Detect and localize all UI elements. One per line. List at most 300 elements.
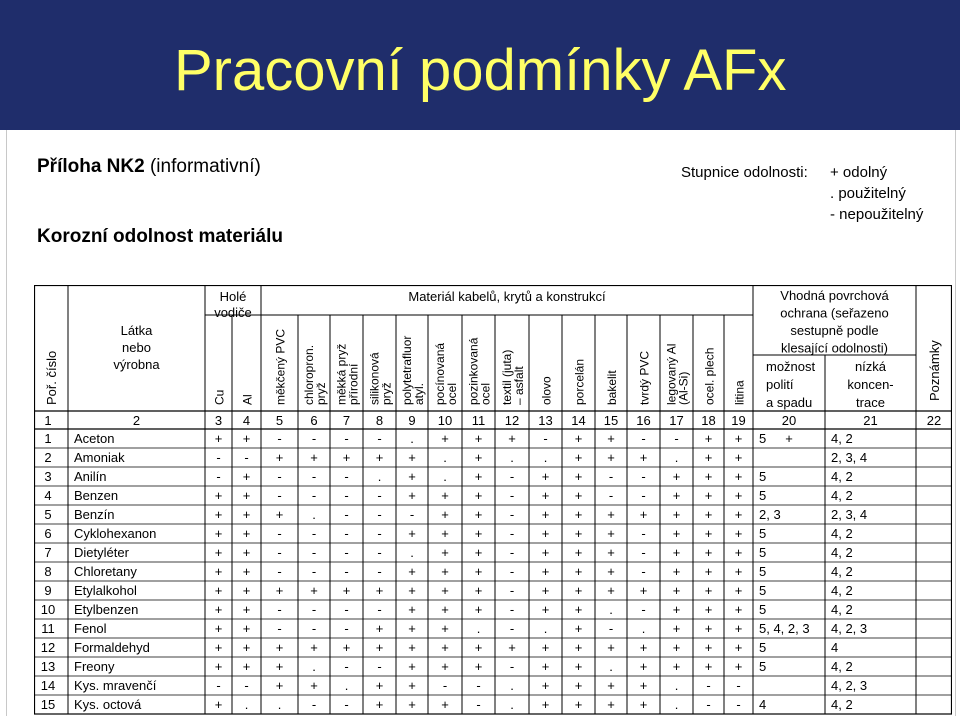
rating-mark: + <box>214 697 223 712</box>
rating-mark: + <box>734 640 743 655</box>
rating-mark: + <box>672 659 681 674</box>
rating-mark: + <box>734 469 743 484</box>
rating-mark: - <box>216 450 221 465</box>
rating-mark: - <box>736 697 741 712</box>
rating-mark: + <box>214 583 223 598</box>
rating-mark: + <box>734 431 743 446</box>
rating-mark: - <box>277 469 282 484</box>
column-header-10: ocel <box>478 382 493 405</box>
column-number: 3 <box>214 413 223 428</box>
column-header-8: polytetrafluor <box>400 335 414 405</box>
rating-mark: + <box>541 469 550 484</box>
rating-mark: - <box>344 697 349 712</box>
rating-mark: + <box>441 659 449 674</box>
rating-mark: . <box>543 621 548 636</box>
slide-body <box>6 130 956 716</box>
rating-mark: . <box>244 697 249 712</box>
rating-mark: + <box>734 659 743 674</box>
rating-mark: + <box>375 621 384 636</box>
rating-mark: + <box>441 488 449 503</box>
row-lowconc-protection: 4, 2 <box>831 602 853 617</box>
rating-mark: + <box>310 583 318 598</box>
rating-mark: + <box>242 545 251 560</box>
rating-mark: + <box>541 545 550 560</box>
scale-item-unusable: - nepoužitelný <box>830 206 924 223</box>
rating-mark: . <box>476 621 481 636</box>
rating-mark: + <box>607 431 615 446</box>
rating-mark: . <box>443 450 447 465</box>
rating-mark: + <box>704 450 713 465</box>
group-header-bare: Holé <box>219 289 247 304</box>
rating-mark: + <box>408 450 416 465</box>
row-spill-protection: 5 <box>759 640 767 655</box>
column-number: 6 <box>310 413 318 428</box>
rating-mark: + <box>214 545 223 560</box>
column-header-17: ocel. plech <box>702 347 717 405</box>
rating-mark: . <box>277 697 282 712</box>
rating-mark: - <box>509 583 515 598</box>
rating-mark: - <box>311 488 317 503</box>
rating-mark: - <box>641 564 646 579</box>
rating-mark: - <box>344 431 349 446</box>
rating-mark: . <box>312 507 316 522</box>
rating-mark: - <box>311 697 317 712</box>
rating-mark: + <box>672 545 681 560</box>
rating-mark: . <box>674 697 679 712</box>
column-header-16: (Al-Si) <box>676 371 691 405</box>
rating-mark: - <box>608 488 614 503</box>
row-number: 7 <box>44 545 52 560</box>
rating-mark: + <box>672 469 681 484</box>
rating-mark: + <box>441 526 449 541</box>
rating-mark: + <box>607 545 615 560</box>
rating-mark: + <box>408 526 416 541</box>
row-substance: Etylalkohol <box>74 583 137 598</box>
rating-mark: + <box>574 697 583 712</box>
rating-mark: + <box>214 602 223 617</box>
column-number: 2 <box>132 413 141 428</box>
scale-row <box>681 162 888 183</box>
rating-mark: + <box>607 583 615 598</box>
column-header-15: tvrdý PVC <box>637 350 652 405</box>
rating-mark: - <box>277 621 282 636</box>
row-substance: Amoniak <box>74 450 125 465</box>
column-header-no: Poř. číslo <box>44 350 59 405</box>
rating-mark: - <box>277 564 282 579</box>
rating-mark: . <box>609 602 613 617</box>
row-number: 4 <box>44 488 52 503</box>
rating-mark: + <box>734 545 743 560</box>
row-number: 10 <box>40 602 56 617</box>
rating-mark: - <box>476 697 481 712</box>
row-substance: Dietyléter <box>74 545 129 560</box>
rating-mark: - <box>377 602 382 617</box>
rating-mark: - <box>311 545 317 560</box>
column-header-lowconc: koncen- <box>847 377 894 392</box>
row-spill-protection: 5 <box>759 526 767 541</box>
rating-mark: + <box>639 697 648 712</box>
column-number: 4 <box>242 413 251 428</box>
rating-mark: + <box>672 507 681 522</box>
rating-mark: + <box>441 697 449 712</box>
column-header-8: atyl. <box>412 382 426 405</box>
rating-mark: + <box>508 640 516 655</box>
rating-mark: + <box>408 678 416 693</box>
rating-mark: - <box>706 697 711 712</box>
rating-mark: + <box>342 583 351 598</box>
column-header-5: pryž <box>314 382 328 405</box>
rating-mark: + <box>541 564 550 579</box>
rating-mark: + <box>574 640 583 655</box>
rating-mark: - <box>311 564 317 579</box>
column-header-18: litina <box>732 380 747 405</box>
rating-mark: + <box>441 431 449 446</box>
rating-mark: + <box>704 640 713 655</box>
rating-mark: + <box>242 564 251 579</box>
group-header-materials: Materiál kabelů, krytů a konstrukcí <box>408 289 606 304</box>
rating-mark: + <box>607 640 615 655</box>
row-substance: Kys. mravenčí <box>74 678 157 693</box>
rating-mark: - <box>277 545 282 560</box>
rating-mark: + <box>607 564 615 579</box>
row-substance: Freony <box>74 659 115 674</box>
rating-mark: . <box>312 659 316 674</box>
rating-mark: - <box>311 602 317 617</box>
rating-mark: + <box>441 545 449 560</box>
rating-mark: + <box>242 583 251 598</box>
rating-mark: + <box>574 678 583 693</box>
annex-heading <box>37 156 261 178</box>
column-number: 13 <box>538 413 553 428</box>
row-number: 13 <box>40 659 56 674</box>
column-number: 19 <box>731 413 746 428</box>
rating-mark: + <box>607 526 615 541</box>
rating-mark: - <box>641 602 646 617</box>
rating-mark: - <box>509 526 515 541</box>
rating-mark: + <box>474 469 483 484</box>
rating-mark: + <box>639 659 648 674</box>
rating-mark: + <box>734 488 743 503</box>
row-number: 12 <box>40 640 56 655</box>
rating-mark: + <box>408 659 416 674</box>
rating-mark: - <box>509 564 515 579</box>
rating-mark: - <box>216 678 221 693</box>
column-header-9: ocel <box>445 382 459 405</box>
column-header-4: měkčený PVC <box>273 328 288 405</box>
rating-mark: - <box>277 602 282 617</box>
rating-mark: + <box>214 526 223 541</box>
rating-mark: . <box>510 450 514 465</box>
rating-mark: + <box>275 640 284 655</box>
row-lowconc-protection: 4, 2 <box>831 697 853 712</box>
rating-mark: . <box>410 431 414 446</box>
rating-mark: + <box>704 583 713 598</box>
rating-mark: + <box>704 488 713 503</box>
rating-mark: - <box>244 678 249 693</box>
column-number: 20 <box>781 413 797 428</box>
column-number: 7 <box>342 413 351 428</box>
rating-mark: + <box>574 488 583 503</box>
rating-mark: - <box>736 678 741 693</box>
rating-mark: - <box>476 678 481 693</box>
row-number: 5 <box>44 507 52 522</box>
row-lowconc-protection: 4 <box>831 640 839 655</box>
column-header-5: chloropron. <box>302 344 316 405</box>
rating-mark: - <box>244 450 249 465</box>
column-number: 14 <box>571 413 586 428</box>
rating-mark: + <box>704 659 713 674</box>
rating-mark: - <box>442 678 448 693</box>
rating-mark: - <box>509 545 515 560</box>
row-lowconc-protection: 2, 3, 4 <box>831 450 868 465</box>
row-number: 15 <box>40 697 56 712</box>
rating-mark: + <box>639 507 648 522</box>
rating-mark: + <box>408 621 416 636</box>
column-header-spill: polití <box>766 377 794 392</box>
rating-mark: + <box>275 659 284 674</box>
annex-normal: (informativní) <box>144 156 261 177</box>
rating-mark: + <box>408 697 416 712</box>
row-lowconc-protection: 4, 2 <box>831 526 853 541</box>
group-header-protection: ochrana (seřazeno <box>780 305 889 321</box>
rating-mark: - <box>641 488 646 503</box>
rating-mark: + <box>214 564 223 579</box>
row-spill-protection: 5 <box>759 564 767 579</box>
rating-mark: + <box>474 507 483 522</box>
column-header-7: pryž <box>379 382 394 405</box>
rating-mark: + <box>214 431 223 446</box>
rating-mark: + <box>574 507 583 522</box>
rating-mark: + <box>574 469 583 484</box>
rating-mark: + <box>310 640 318 655</box>
column-number: 1 <box>44 413 52 428</box>
row-number: 8 <box>44 564 52 579</box>
row-spill-protection: 5, 4, 2, 3 <box>759 621 810 636</box>
column-number: 15 <box>603 413 619 428</box>
rating-mark: + <box>508 431 516 446</box>
row-lowconc-protection: 4, 2 <box>831 583 853 598</box>
row-number: 14 <box>40 678 56 693</box>
row-lowconc-protection: 4, 2 <box>831 659 853 674</box>
rating-mark: + <box>672 488 681 503</box>
rating-mark: - <box>706 678 711 693</box>
rating-mark: - <box>509 488 515 503</box>
rating-mark: . <box>543 450 548 465</box>
rating-mark: + <box>574 659 583 674</box>
rating-mark: + <box>704 621 713 636</box>
rating-mark: + <box>734 564 743 579</box>
rating-mark: - <box>377 545 382 560</box>
rating-mark: - <box>641 545 646 560</box>
rating-mark: + <box>441 507 449 522</box>
rating-mark: . <box>377 469 382 484</box>
rating-mark: + <box>734 507 743 522</box>
rating-mark: + <box>541 583 550 598</box>
column-header-12: olovo <box>539 376 554 405</box>
rating-mark: + <box>474 602 483 617</box>
rating-mark: + <box>474 545 483 560</box>
rating-mark: + <box>607 678 615 693</box>
rating-mark: + <box>242 431 251 446</box>
group-header-protection: klesající odolnosti) <box>781 340 888 356</box>
rating-mark: + <box>310 678 318 693</box>
rating-mark: . <box>510 697 514 712</box>
column-header-substance: výrobna <box>113 357 160 372</box>
column-number: 17 <box>669 413 684 428</box>
row-spill-protection: 5 <box>759 431 767 446</box>
column-header-13: porcelán <box>572 358 587 405</box>
rating-mark: + <box>242 659 251 674</box>
rating-mark: + <box>242 507 251 522</box>
rating-mark: . <box>674 678 679 693</box>
row-lowconc-protection: 4, 2, 3 <box>831 621 868 636</box>
row-substance: Etylbenzen <box>74 602 139 617</box>
rating-mark: + <box>541 602 550 617</box>
column-number: 21 <box>863 413 878 428</box>
rating-mark: - <box>377 526 382 541</box>
rating-mark: - <box>608 469 614 484</box>
rating-mark: + <box>275 450 284 465</box>
row-spill-protection: 5 <box>759 602 767 617</box>
rating-mark: + <box>408 564 416 579</box>
corrosion-table <box>34 285 952 716</box>
rating-mark: + <box>474 488 483 503</box>
rating-mark: - <box>674 431 679 446</box>
rating-mark: + <box>214 621 223 636</box>
rating-mark: + <box>704 431 713 446</box>
rating-mark: - <box>311 431 317 446</box>
rating-mark: + <box>541 640 550 655</box>
rating-mark: + <box>474 640 483 655</box>
rating-mark: + <box>672 564 681 579</box>
rating-mark: + <box>574 583 583 598</box>
rating-mark: + <box>607 450 615 465</box>
row-substance: Kys. octová <box>74 697 142 712</box>
row-substance: Anilín <box>74 469 107 484</box>
column-header-notes: Poznámky <box>927 340 942 401</box>
rating-mark: + <box>214 507 223 522</box>
rating-mark: - <box>377 564 382 579</box>
scale-row <box>681 183 906 204</box>
slide-title-bar <box>0 0 960 130</box>
rating-mark: + <box>574 526 583 541</box>
row-number: 2 <box>44 450 52 465</box>
rating-mark: + <box>408 602 416 617</box>
rating-mark: + <box>672 526 681 541</box>
scale-row <box>681 204 924 225</box>
row-lowconc-protection: 4, 2 <box>831 545 853 560</box>
column-header-14: bakelit <box>605 370 619 405</box>
rating-mark: + <box>607 697 615 712</box>
rating-mark: + <box>672 602 681 617</box>
column-header-2: Cu <box>212 389 227 405</box>
rating-mark: + <box>734 602 743 617</box>
scale-item-resistant: + odolný <box>830 164 888 181</box>
rating-mark: + <box>574 564 583 579</box>
row-substance: Benzín <box>74 507 115 522</box>
rating-mark: - <box>641 431 646 446</box>
rating-mark: + <box>375 583 384 598</box>
rating-mark: - <box>377 659 382 674</box>
row-spill-protection: 5 <box>759 545 767 560</box>
slide-title: Pracovní podmínky AFx <box>174 38 787 103</box>
scale-label: Stupnice odolnosti: <box>681 164 808 181</box>
rating-mark: + <box>704 545 713 560</box>
rating-mark: - <box>216 469 221 484</box>
column-header-substance: nebo <box>122 340 151 355</box>
rating-mark: + <box>474 431 483 446</box>
rating-mark: + <box>474 526 483 541</box>
rating-mark: + <box>242 640 251 655</box>
rating-mark: + <box>639 678 648 693</box>
rating-mark: + <box>375 697 384 712</box>
row-substance: Fenol <box>74 621 107 636</box>
rating-mark: + <box>214 488 223 503</box>
rating-mark: - <box>641 526 646 541</box>
rating-mark: + <box>375 640 384 655</box>
rating-mark: + <box>408 583 416 598</box>
column-header-9: pocínovaná <box>433 342 447 405</box>
column-number: 5 <box>275 413 284 428</box>
row-number: 11 <box>41 621 55 636</box>
column-header-6: přírodní <box>346 363 361 405</box>
rating-mark: + <box>375 450 384 465</box>
group-header-bare: vodiče <box>214 305 252 320</box>
rating-mark: + <box>242 488 251 503</box>
rating-mark: + <box>275 583 284 598</box>
rating-mark: + <box>704 602 713 617</box>
rating-mark: - <box>641 469 646 484</box>
rating-mark: + <box>474 450 483 465</box>
column-number: 10 <box>437 413 453 428</box>
rating-mark: + <box>639 583 648 598</box>
rating-mark: + <box>242 526 251 541</box>
annex-bold: Příloha NK2 <box>37 156 145 177</box>
rating-mark: + <box>441 583 449 598</box>
rating-mark: + <box>214 659 223 674</box>
column-header-spill: a spadu <box>766 395 813 410</box>
rating-mark: - <box>509 621 515 636</box>
column-header-7: silikonová <box>367 352 382 405</box>
rating-mark: + <box>474 583 483 598</box>
row-lowconc-protection: 4, 2 <box>831 431 853 446</box>
rating-mark: + <box>541 659 550 674</box>
rating-mark: + <box>672 621 681 636</box>
column-header-lowconc: trace <box>856 395 885 410</box>
rating-mark: + <box>574 602 583 617</box>
row-lowconc-protection: 4, 2 <box>831 488 853 503</box>
rating-mark: - <box>344 564 349 579</box>
rating-mark: - <box>344 469 349 484</box>
row-spill-protection: 2, 3 <box>759 507 781 522</box>
column-header-10: pozinkovaná <box>466 337 481 405</box>
rating-mark: + <box>441 564 449 579</box>
rating-mark: + <box>574 545 583 560</box>
column-header-3: Al <box>240 394 255 405</box>
rating-mark: + <box>441 640 449 655</box>
column-number: 12 <box>504 413 520 428</box>
rating-mark: - <box>608 621 614 636</box>
rating-mark: + <box>785 431 793 446</box>
row-lowconc-protection: 4, 2, 3 <box>831 678 868 693</box>
rating-mark: - <box>344 602 349 617</box>
rating-mark: + <box>574 450 583 465</box>
rating-mark: - <box>377 431 382 446</box>
rating-mark: + <box>541 507 550 522</box>
rating-mark: + <box>408 469 416 484</box>
rating-mark: . <box>641 621 646 636</box>
rating-mark: + <box>672 640 681 655</box>
